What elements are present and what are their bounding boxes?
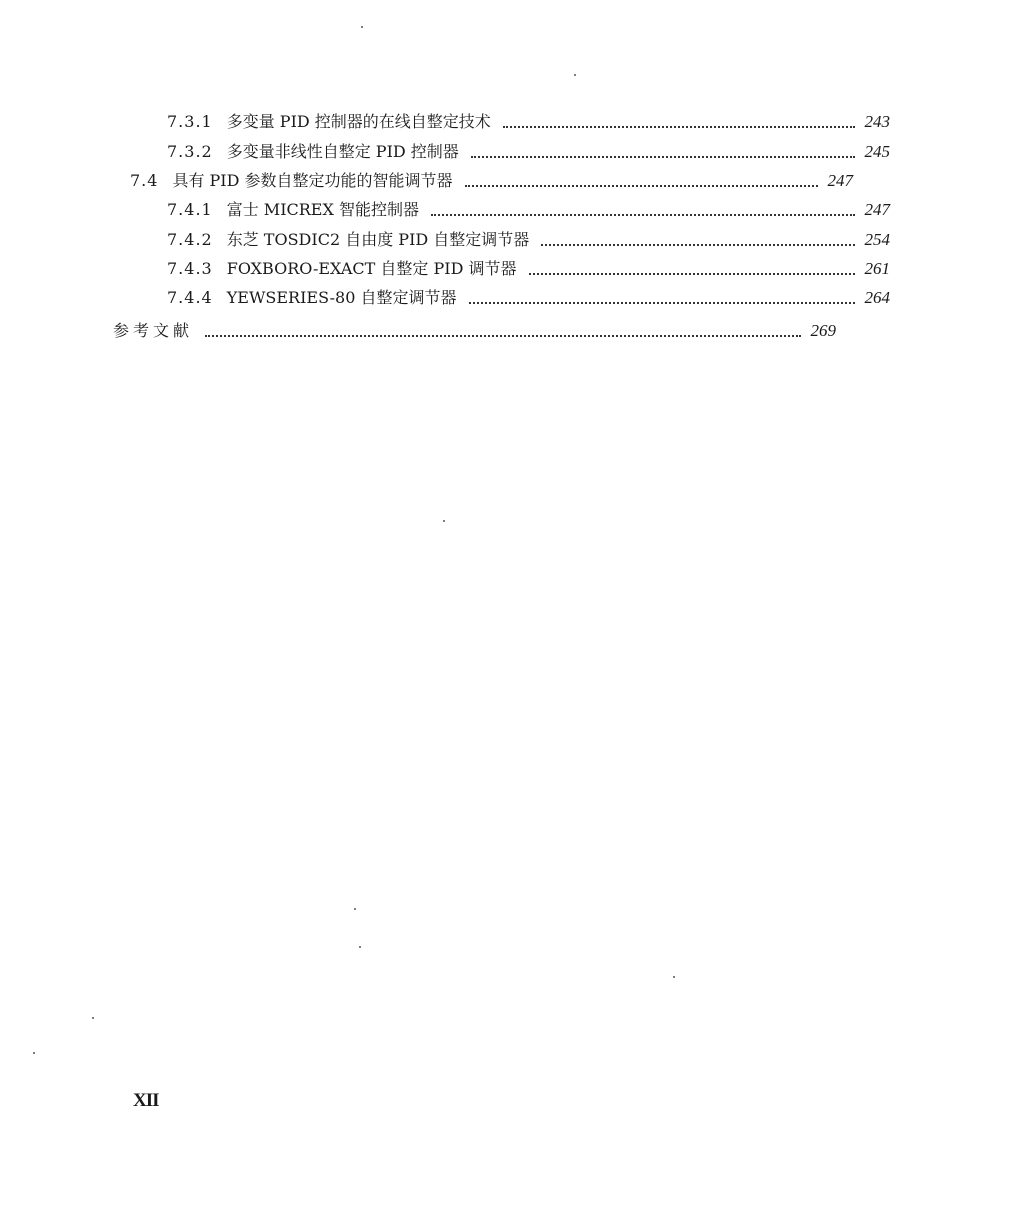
toc-entry-number: 7.4 bbox=[130, 171, 159, 190]
toc-entry-page: 247 bbox=[827, 171, 853, 190]
dot-leader bbox=[503, 125, 855, 128]
toc-entry-number: 7.4.4 bbox=[167, 288, 213, 307]
toc-entry-title: YEWSERIES-80 自整定调节器 bbox=[226, 288, 457, 307]
toc-entry-title: 多变量非线性自整定 PID 控制器 bbox=[226, 142, 459, 161]
toc-entry-7-3-1 bbox=[0, 110, 1035, 134]
toc-entry-7-3-2 bbox=[0, 140, 1035, 164]
toc-entry-number: 7.4.3 bbox=[167, 259, 213, 278]
scan-speck bbox=[92, 1017, 94, 1019]
toc-entry-7-4 bbox=[0, 169, 998, 193]
scan-speck bbox=[673, 976, 675, 978]
dot-leader bbox=[541, 243, 854, 246]
toc-entry-title: 多变量 PID 控制器的在线自整定技术 bbox=[226, 112, 491, 131]
toc-entry-title: 东芝 TOSDIC2 自由度 PID 自整定调节器 bbox=[226, 230, 530, 249]
scan-speck bbox=[361, 26, 363, 28]
scan-speck bbox=[359, 946, 361, 948]
toc-entry-references bbox=[0, 319, 981, 343]
toc-entry-number: 7.3.2 bbox=[167, 142, 213, 161]
toc-entry-page: 264 bbox=[864, 288, 890, 307]
toc-entry-title: 参考文献 bbox=[113, 321, 194, 340]
toc-entry-page: 247 bbox=[864, 200, 890, 219]
scan-speck bbox=[574, 74, 576, 76]
dot-leader bbox=[469, 301, 855, 304]
toc-entry-title: FOXBORO-EXACT 自整定 PID 调节器 bbox=[226, 259, 517, 278]
toc-entry-page: 261 bbox=[864, 259, 890, 278]
dot-leader bbox=[205, 334, 800, 337]
toc-entry-page: 243 bbox=[864, 112, 890, 131]
toc-entry-title: 具有 PID 参数自整定功能的智能调节器 bbox=[172, 171, 453, 190]
dot-leader bbox=[465, 184, 818, 187]
toc-entry-page: 269 bbox=[810, 321, 836, 340]
scan-speck bbox=[443, 520, 445, 522]
toc-entry-number: 7.4.1 bbox=[167, 200, 213, 219]
scan-speck bbox=[354, 908, 356, 910]
toc-entry-page: 254 bbox=[864, 230, 890, 249]
toc-entry-7-4-1 bbox=[0, 198, 1035, 222]
dot-leader bbox=[431, 213, 855, 216]
toc-entry-7-4-2 bbox=[0, 228, 1035, 252]
toc-entry-title: 富士 MICREX 智能控制器 bbox=[226, 200, 419, 219]
toc-entry-7-4-3 bbox=[0, 257, 1035, 281]
toc-entry-number: 7.3.1 bbox=[167, 112, 213, 131]
page-folio: XII bbox=[133, 1090, 159, 1111]
toc-entry-number: 7.4.2 bbox=[167, 230, 213, 249]
toc-entry-page: 245 bbox=[864, 142, 890, 161]
dot-leader bbox=[529, 272, 855, 275]
dot-leader bbox=[471, 155, 855, 158]
toc-entry-7-4-4 bbox=[0, 286, 1035, 310]
scan-speck bbox=[33, 1052, 35, 1054]
